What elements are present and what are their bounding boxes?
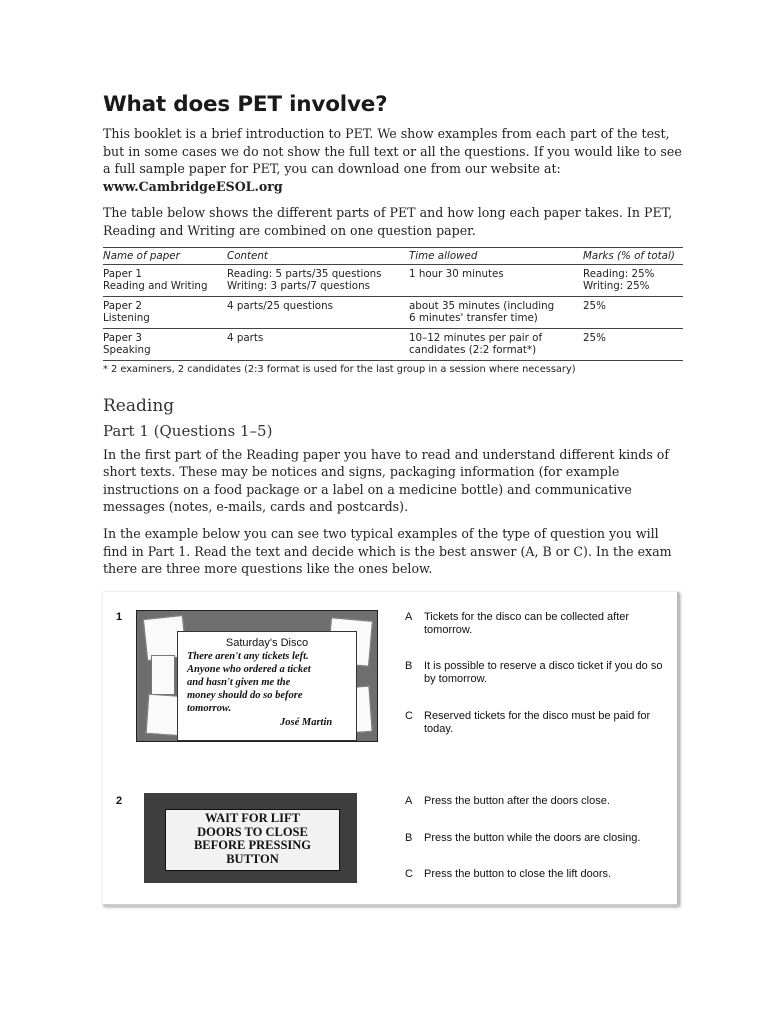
- paper-sub: Listening: [103, 312, 150, 325]
- answer-option: [405, 660, 671, 685]
- paper-sub: Speaking: [103, 344, 151, 357]
- lift-sign-image: [144, 793, 357, 883]
- header-time: Time allowed: [409, 247, 583, 264]
- sign-line: BUTTON: [226, 851, 279, 866]
- header-content: Content: [227, 247, 409, 264]
- question-number: 2: [116, 795, 123, 807]
- paper-name: Paper 1: [103, 267, 142, 280]
- answer-option: [405, 611, 671, 636]
- content-line: 4 parts/25 questions: [227, 299, 334, 312]
- papers-table: [103, 247, 683, 361]
- content-line: Reading: 5 parts/35 questions: [227, 267, 382, 280]
- option-letter: C: [405, 710, 413, 722]
- option-letter: B: [405, 660, 413, 672]
- intro-text: This booklet is a brief introduction to PET. We show examples from each part of the test, but in some cases we do not show the full text or all the questions. If you would like to see a full sample paper for PET, you can download one from our website at:: [103, 126, 682, 177]
- section-heading-reading: Reading: [103, 395, 175, 416]
- sign-line: WAIT FOR LIFT: [205, 811, 300, 825]
- answer-option: [405, 710, 671, 735]
- notice-line: and hasn't given me the: [187, 677, 291, 688]
- pinned-card: [151, 655, 175, 695]
- option-letter: B: [405, 832, 413, 844]
- notice-signature: José Martin: [280, 717, 333, 728]
- intro-paragraph: [103, 125, 683, 195]
- notice-line: money should do so before: [187, 690, 303, 701]
- option-text: Press the button after the doors close.: [424, 795, 610, 807]
- website-url: www.CambridgeESOL.org: [103, 178, 283, 194]
- table-intro-paragraph: The table below shows the different parts of PET and how long each paper takes. In PET, Reading and Writing are combined on one question paper.: [103, 205, 673, 238]
- exam-sample-panel: [103, 592, 679, 906]
- time-line: 10–12 minutes per pair of: [409, 331, 543, 344]
- marks-line: 25%: [583, 331, 606, 344]
- sign-line: BEFORE PRESSING: [193, 838, 312, 852]
- option-text: Tickets for the disco can be collected after tomorrow.: [424, 611, 630, 636]
- paper-name: Paper 3: [103, 331, 142, 344]
- option-text: It is possible to reserve a disco ticket if you do so by tomorrow.: [424, 660, 663, 685]
- sign-line: DOORS TO CLOSE: [197, 824, 308, 839]
- option-text: Press the button to close the lift doors.: [424, 868, 612, 880]
- notice-line: There aren't any tickets left.: [187, 651, 309, 662]
- time-line: 6 minutes' transfer time): [409, 312, 538, 325]
- document-page: [103, 92, 683, 578]
- part-heading: Part 1 (Questions 1–5): [103, 421, 273, 440]
- reading-paragraph-1: In the first part of the Reading paper you have to read and understand different kinds of short texts. These may be notices and signs, packaging information (for example instructions on a food package or a label on a medicine bottle) and communicative messages (notes, e-mails, cards and postcards).: [103, 446, 670, 515]
- option-letter: A: [405, 611, 413, 623]
- marks-line: 25%: [583, 299, 606, 312]
- marks-line: Writing: 25%: [583, 280, 650, 293]
- option-letter: C: [405, 868, 413, 880]
- option-letter: A: [405, 795, 413, 807]
- notice-text: [187, 650, 356, 715]
- table-row: [103, 264, 683, 296]
- header-name: Name of paper: [103, 247, 227, 264]
- notice-line: tomorrow.: [187, 703, 232, 714]
- content-line: Writing: 3 parts/7 questions: [227, 280, 370, 293]
- answer-option: [405, 795, 671, 808]
- option-text: Reserved tickets for the disco must be paid for today.: [424, 710, 651, 735]
- notice-line: Anyone who ordered a ticket: [187, 664, 311, 675]
- lift-sign: [165, 809, 340, 871]
- notice-board-image: [136, 610, 378, 742]
- table-footnote: * 2 examiners, 2 candidates (2:3 format is used for the last group in a session where necessary): [103, 363, 576, 375]
- option-text: Press the button while the doors are closing.: [424, 832, 641, 844]
- time-line: about 35 minutes (including: [409, 299, 555, 312]
- question-number: 1: [116, 611, 123, 623]
- time-line: candidates (2:2 format*): [409, 344, 537, 357]
- paper-sub: Reading and Writing: [103, 280, 208, 293]
- disco-notice: [177, 631, 357, 741]
- marks-line: Reading: 25%: [583, 267, 655, 280]
- answer-option: [405, 868, 671, 881]
- reading-paragraph-2: In the example below you can see two typical examples of the type of question you will find in Part 1. Read the text and decide which is the best answer (A, B or C). In the exam there are three more questions like the ones below.: [103, 525, 672, 577]
- table-header-row: [103, 247, 683, 264]
- table-row: [103, 296, 683, 328]
- notice-title: Saturday's Disco: [225, 637, 309, 649]
- answer-option: [405, 832, 671, 845]
- paper-name: Paper 2: [103, 299, 142, 312]
- content-line: 4 parts: [227, 331, 264, 344]
- page-title: What does PET involve?: [103, 92, 388, 117]
- header-marks: Marks (% of total): [583, 247, 683, 264]
- time-line: 1 hour 30 minutes: [409, 267, 504, 280]
- table-row: [103, 328, 683, 360]
